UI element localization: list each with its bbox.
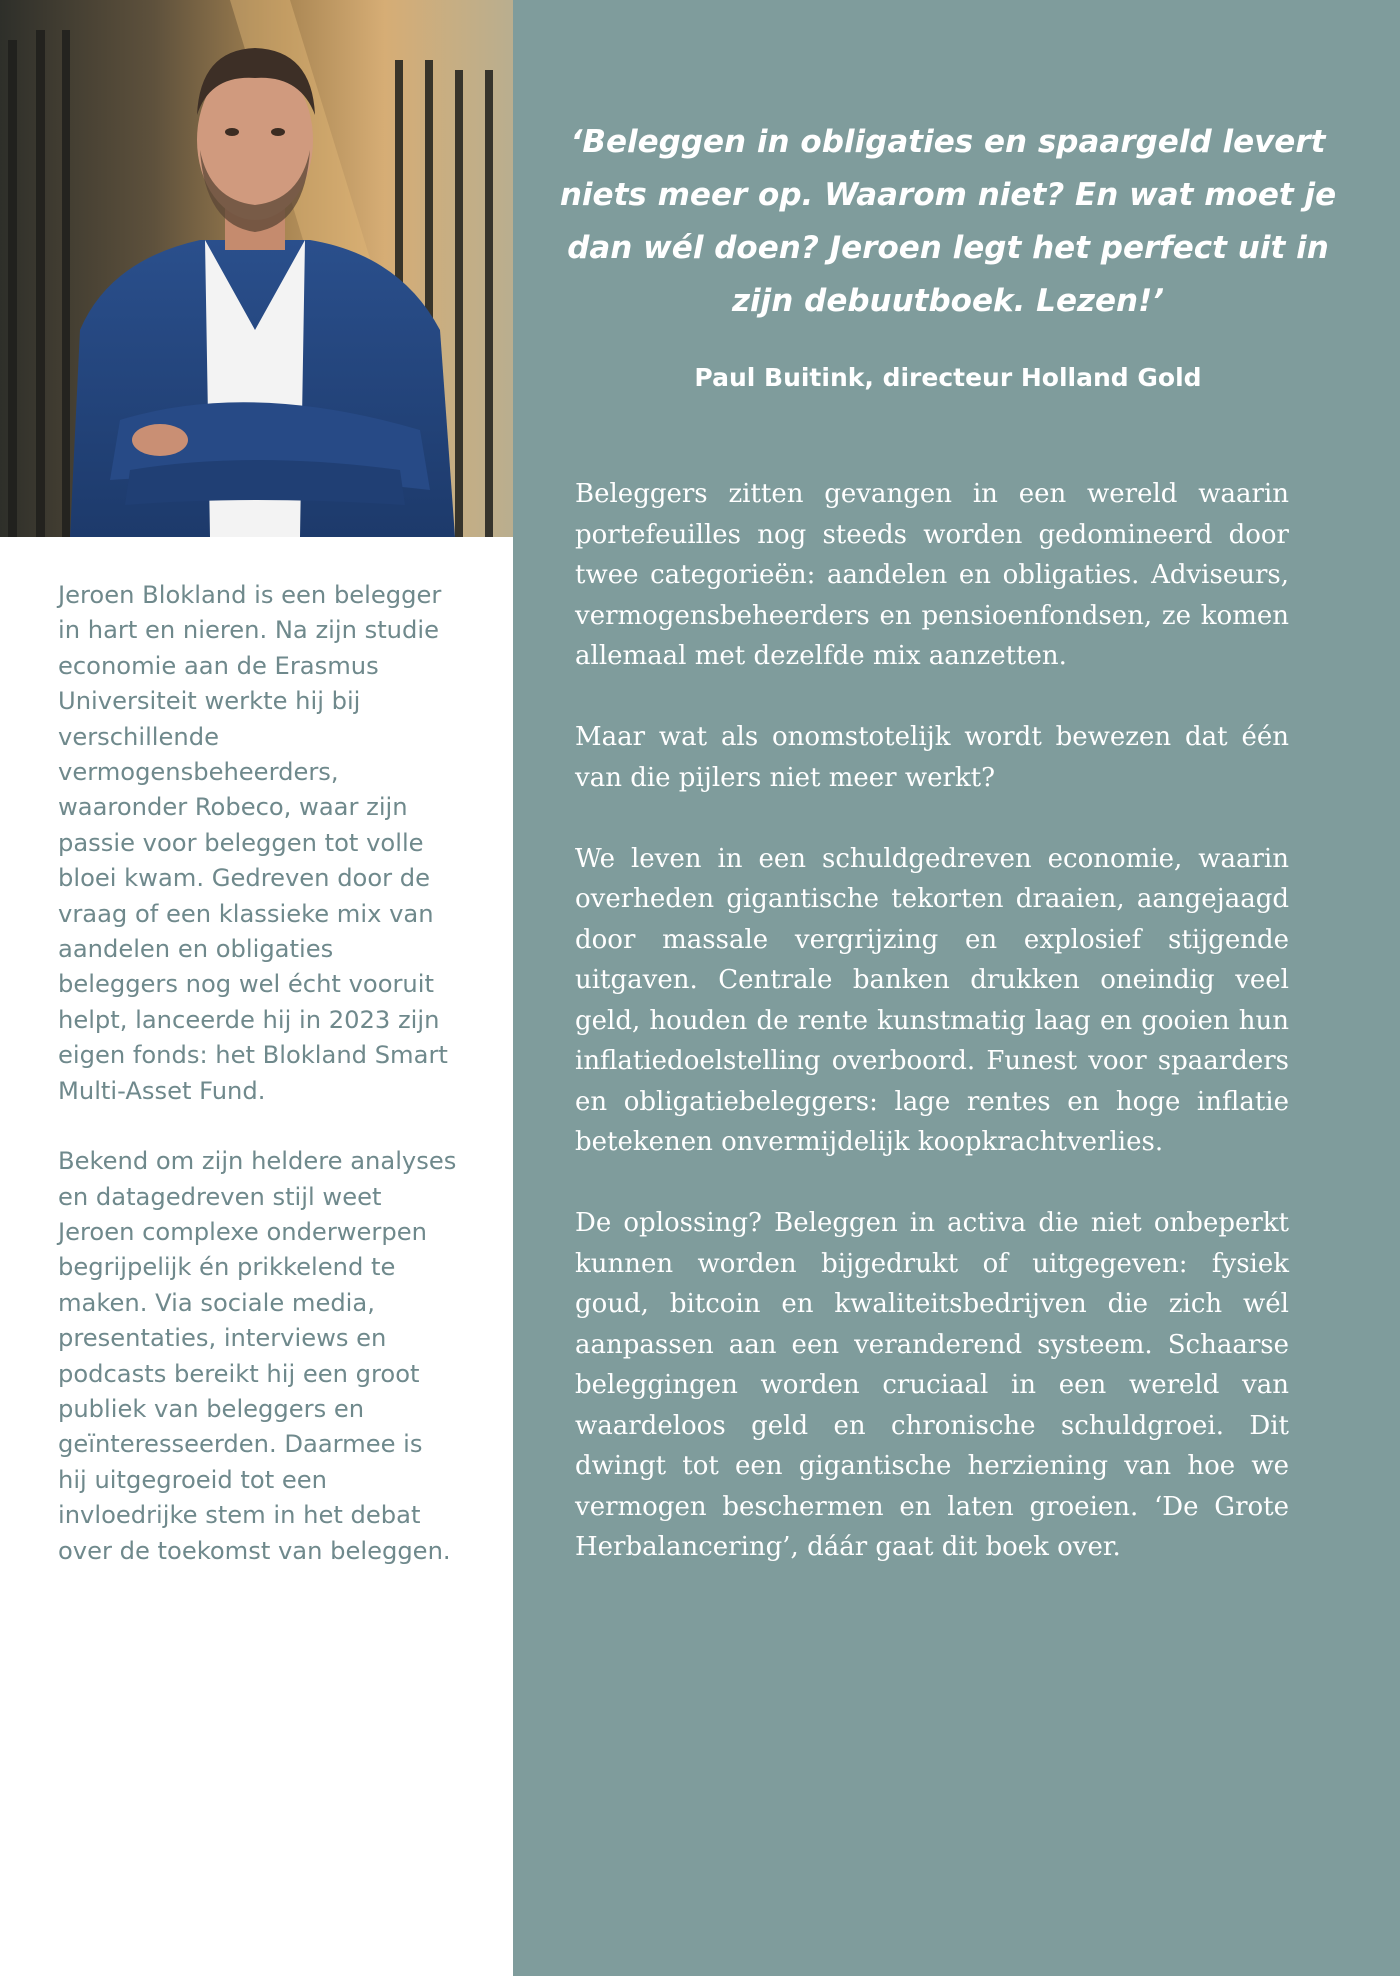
right-panel	[513, 0, 1400, 1976]
author-bio	[58, 578, 458, 1604]
bio-paragraph: Bekend om zijn heldere analyses en datagedreven stijl weet Jeroen complexe onderwerpen begrijpelijk én prikkelend te maken. Via sociale media, presentaties, interviews en podcasts bereikt hij een groot publiek van beleggers en geïnteresseerden. Daarmee is hij uitgegroeid tot een invloedrijke stem in het debat over de toekomst van beleggen.	[58, 1147, 457, 1565]
description-paragraph: Maar wat als onomstotelijk wordt bewezen dat één van die pijlers niet meer werkt?	[575, 722, 1289, 793]
description-paragraph: We leven in een schuldgedreven economie, waarin overheden gigantische tekorten draaien, aangejaagd door massale vergrijzing en explosief stijgende uitgaven. Centrale banken drukken oneindig veel geld, houden de rente kunstmatig laag en gooien hun inflatiedoelstelling overboord. Funest voor spaarders en obligatiebeleggers: lage rentes en hoge inflatie betekenen onvermijdelijk koopkrachtverlies.	[575, 843, 1289, 1157]
quote-attribution: Paul Buitink, directeur Holland Gold	[694, 363, 1202, 392]
endorsement-quote: ‘Beleggen in obligaties en spaargeld levert niets meer op. Waarom niet? En wat moet je dan wél doen? Jeroen legt het perfect uit in zijn debuutboek. Lezen!’	[559, 124, 1337, 319]
author-portrait	[0, 0, 513, 537]
author-portrait-illustration	[0, 0, 513, 537]
description-paragraph: De oplossing? Beleggen in activa die niet onbeperkt kunnen worden bijgedrukt of uitgegeven: fysiek goud, bitcoin en kwaliteitsbedrijven die zich wél aanpassen aan een veranderend systeem. Schaarse beleggingen worden cruciaal in een wereld van waardeloos geld en chronische schuldgroei. Dit dwingt tot een gigantische herziening van hoe we vermogen beschermen en laten groeien. ‘De Grote Herbalancering’, dáár gaat dit boek over.	[575, 1208, 1289, 1562]
description-paragraph: Beleggers zitten gevangen in een wereld waarin portefeuilles nog steeds worden gedomineerd door twee categorieën: aandelen en obligaties. Adviseurs, vermogensbeheerders en pensioenfondsen, ze komen allemaal met dezelfde mix aanzetten.	[575, 479, 1289, 671]
bio-paragraph: Jeroen Blokland is een belegger in hart en nieren. Na zijn studie economie aan de Erasmus Universiteit werkte hij bij verschillende vermogensbeheerders, waaronder Robeco, waar zijn passie voor beleggen tot volle bloei kwam. Gedreven door de vraag of een klassieke mix van aandelen en obligaties beleggers nog wel écht vooruit helpt, lanceerde hij in 2023 zijn eigen fonds: het Blokland Smart Multi-Asset Fund.	[58, 581, 448, 1105]
book-description	[575, 474, 1289, 1608]
left-column	[0, 0, 513, 1976]
